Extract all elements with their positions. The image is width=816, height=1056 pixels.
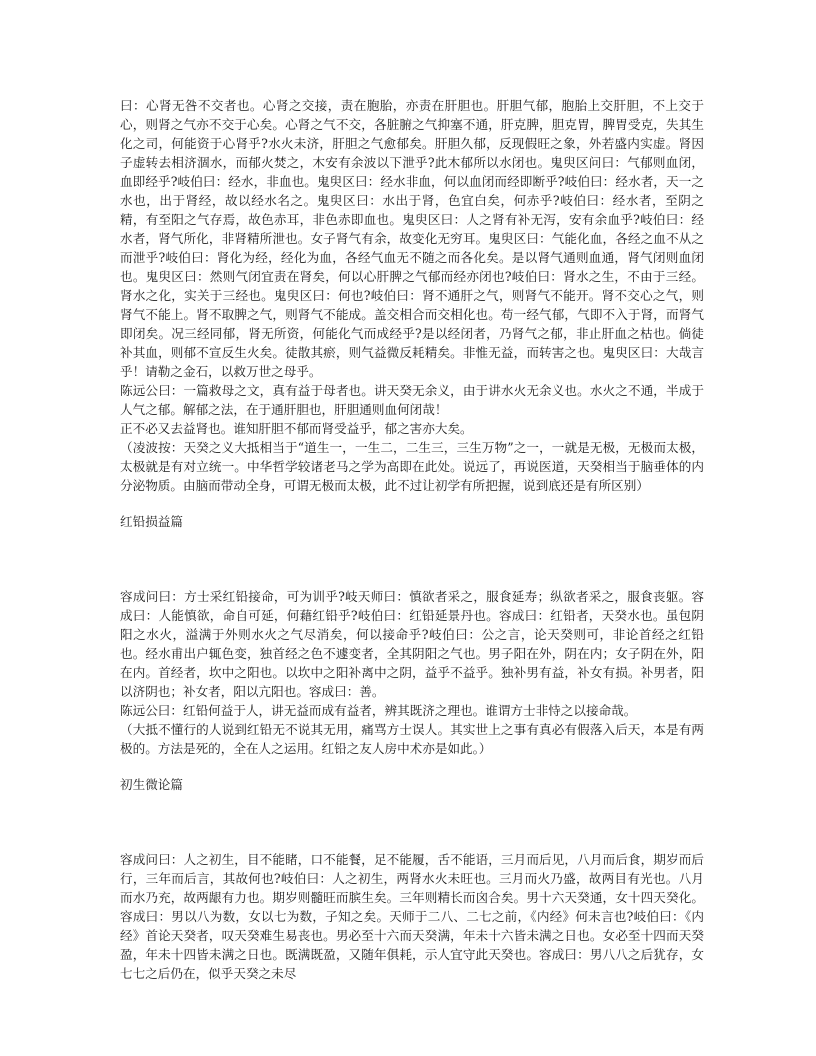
body-paragraph: 容成问曰：方士采红铅接命，可为训乎?岐天师曰：慎欲者采之，服食延寿；纵欲者采之，服食丧躯。容成曰：人能慎欲，命自可延，何藉红铅乎?岐伯曰：红铅延景丹也。容成曰：红铅者，天癸水也。虽包阴阳之水火，溢满于外则水火之气尽消矣，何以接命乎?岐伯曰：公之言，论天癸则可，非论首经之红铅也。经水甫出户辄色变，独首经之色不遽变者，全其阴阳之气也。男子阳在外，阴在内；女子阴在外，阳在内。首经者，坎中之阳也。以坎中之阳补离中之阴，益乎不益乎。独补男有益，补女有损。补男者，阳以济阴也；补女者，阳以亢阳也。容成曰：善。 [120,589,704,699]
document-page [120,96,704,983]
body-paragraph: 容成问曰：人之初生，目不能睹，口不能餐，足不能履，舌不能语，三月而后见，八月而后食，期岁而后行，三年而后言，其故何也?岐伯曰：人之初生，两肾水火未旺也。三月而火乃盛，故两目有光也。八月而水乃充，故两龈有力也。期岁则髓旺而膑生矣。三年则精长而囟合矣。男十六天癸通，女十四天癸化。容成曰：男以八为数，女以七为数，子知之矣。天师于二八、二七之前，《内经》何未言也?岐伯曰：《内经》首论天癸者，叹天癸难生易丧也。男必至十六而天癸满，年未十六皆未满之日也。女必至十四而天癸盈，年未十四皆未满之日也。既满既盈，又随年俱耗，示人宜守此天癸也。容成曰：男八八之后犹存，女七七之后仍在，似乎天癸之未尽 [120,852,704,981]
section-title: 初生微论篇 [120,777,183,792]
editor-note-paragraph: （大抵不懂行的人说到红铅无不说其无用，痛骂方士误人。其实世上之事有真必有假落入后天，本是有两极的。方法是死的，全在人之运用。红铅之友人房中术亦是如此。） [120,722,704,756]
section-spacer [120,549,704,587]
body-paragraph: 曰：心肾无咎不交者也。心肾之交接，责在胞胎，亦责在肝胆也。肝胆气郁，胞胎上交肝胆，不上交于心，则肾之气亦不交于心矣。心肾之气不交，各脏腑之气抑塞不通，肝克脾，胆克胃，脾胃受克，失其生化之司，何能资于心肾乎?水火未济，肝胆之气愈郁矣。肝胆久郁，反现假旺之象，外若盛内实虚。肾因子虚转去相济涸水，而郁火焚之，木安有余波以下泄乎?此木郁所以水闭也。鬼臾区问曰：气郁则血闭，血即经乎?岐伯曰：经水，非血也。鬼臾区曰：经水非血，何以血闭而经即断乎?岐伯曰：经水者，天一之水也，出于肾经，故以经水名之。鬼臾区曰：水出于肾，色宜白矣，何赤乎?岐伯曰：经水者，至阴之精，有至阳之气存焉，故色赤耳，非色赤即血也。鬼臾区曰：人之肾有补无泻，安有余血乎?岐伯曰：经水者，肾气所化，非肾精所泄也。女子肾气有余，故变化无穷耳。鬼臾区曰：气能化血，各经之血不从之而泄乎?岐伯曰：肾化为经，经化为血，各经气血无不随之而各化矣。是以肾气通则血通，肾气闭则血闭也。鬼臾区曰：然则气闭宜责在肾矣，何以心肝脾之气郁而经亦闭也?岐伯曰：肾水之生，不由于三经。肾水之化，实关于三经也。鬼臾区曰：何也?岐伯曰：肾不通肝之气，则肾气不能开。肾不交心之气，则肾气不能上。肾不取脾之气，则肾气不能成。盖交相合而交相化也。苟一经气郁，气即不入于肾，而肾气即闭矣。况三经同郁，肾无所资，何能化气而成经乎?是以经闭者，乃肾气之郁，非止肝血之枯也。倘徒补其血，则郁不宣反生火矣。徒散其瘀，则气益微反耗精矣。非惟无益，而转害之也。鬼臾区曰：大哉言乎！请勒之金石，以救万世之母乎。 [120,98,704,379]
commentary-paragraph: 正不必又去益肾也。谁知肝胆不郁而肾受益乎，郁之害亦大矣。 [120,421,473,436]
section-spacer [120,812,704,850]
editor-note-paragraph: （凌波按：天癸之义大抵相当于“道生一，一生二，二生三，三生万物”之一，一就是无极，无极而太极，太极就是有对立统一。中华哲学较诸老马之学为高即在此处。说远了，再说医道，天癸相当于脑垂体的内分泌物质。由脑而带动全身，可谓无极而太极，此不过让初学有所把握，说到底还是有所区别） [120,440,704,493]
section-title: 红铅损益篇 [120,514,183,529]
commentary-paragraph: 陈远公曰：一篇救母之文，真有益于母者也。讲天癸无余义，由于讲水火无余义也。水火之不通，半成于人气之郁。解郁之法，在于通肝胆也，肝胆通则血何闭哉！ [120,383,704,417]
commentary-paragraph: 陈远公曰：红铅何益于人，讲无益而成有益者，辨其既济之理也。谁谓方士非恃之以接命哉。 [120,703,637,718]
